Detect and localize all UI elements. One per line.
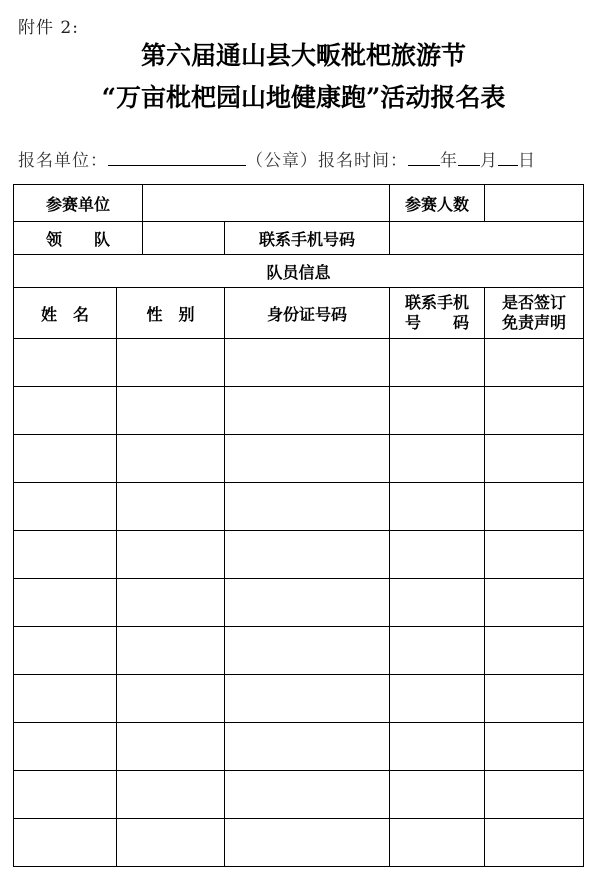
name-cell[interactable] (14, 387, 117, 435)
month-label: 月 (480, 151, 498, 171)
gender-cell[interactable] (117, 483, 225, 531)
column-header-id-number: 身份证号码 (225, 288, 390, 339)
waiver-cell[interactable] (485, 339, 584, 387)
phone-cell[interactable] (390, 339, 485, 387)
gender-cell[interactable] (117, 723, 225, 771)
table-row (14, 531, 584, 579)
column-header-waiver-line1: 是否签订 (502, 293, 567, 312)
registration-table (13, 184, 584, 867)
leader-phone-label: 联系手机号码 (225, 222, 390, 255)
participating-unit-label: 参赛单位 (14, 185, 143, 222)
table-row (14, 435, 584, 483)
waiver-cell[interactable] (485, 579, 584, 627)
name-cell[interactable] (14, 339, 117, 387)
phone-cell[interactable] (390, 531, 485, 579)
leader-phone-cell[interactable] (390, 222, 584, 255)
page-title-line1: 第六届通山县大畈枇杷旅游节 (140, 41, 466, 70)
gender-cell[interactable] (117, 627, 225, 675)
year-label: 年 (440, 151, 458, 171)
phone-cell[interactable] (390, 435, 485, 483)
table-row (14, 483, 584, 531)
day-label: 日 (518, 151, 536, 171)
table-row (14, 627, 584, 675)
waiver-cell[interactable] (485, 819, 584, 867)
table-row (14, 675, 584, 723)
gender-cell[interactable] (117, 387, 225, 435)
id-number-cell[interactable] (225, 723, 390, 771)
participant-count-cell[interactable] (485, 185, 584, 222)
table-row (14, 579, 584, 627)
id-number-cell[interactable] (225, 675, 390, 723)
name-cell[interactable] (14, 435, 117, 483)
waiver-cell[interactable] (485, 627, 584, 675)
team-leader-cell[interactable] (143, 222, 225, 255)
table-row (14, 723, 584, 771)
waiver-cell[interactable] (485, 531, 584, 579)
phone-cell[interactable] (390, 675, 485, 723)
gender-cell[interactable] (117, 531, 225, 579)
name-cell[interactable] (14, 675, 117, 723)
waiver-cell[interactable] (485, 483, 584, 531)
id-number-cell[interactable] (225, 483, 390, 531)
table-row (14, 387, 584, 435)
phone-cell[interactable] (390, 387, 485, 435)
name-cell[interactable] (14, 483, 117, 531)
id-number-cell[interactable] (225, 819, 390, 867)
participating-unit-cell[interactable] (143, 185, 390, 222)
unit-label: 报名单位： (18, 151, 108, 171)
unit-blank-field[interactable] (108, 147, 246, 166)
phone-cell[interactable] (390, 771, 485, 819)
name-cell[interactable] (14, 627, 117, 675)
name-cell[interactable] (14, 531, 117, 579)
waiver-cell[interactable] (485, 723, 584, 771)
id-number-cell[interactable] (225, 387, 390, 435)
name-cell[interactable] (14, 723, 117, 771)
gender-cell[interactable] (117, 819, 225, 867)
column-header-waiver (485, 288, 584, 339)
table-row (14, 771, 584, 819)
stamp-label: （公章） (246, 151, 318, 171)
phone-cell[interactable] (390, 723, 485, 771)
attachment-label: 附件 2: (18, 18, 79, 38)
column-header-gender: 性 别 (117, 288, 225, 339)
page-title-line2: “万亩枇杷园山地健康跑”活动报名表 (101, 83, 506, 112)
day-blank-field[interactable] (498, 147, 518, 166)
column-header-phone (390, 288, 485, 339)
team-leader-label: 领 队 (14, 222, 143, 255)
id-number-cell[interactable] (225, 771, 390, 819)
column-header-name: 姓 名 (14, 288, 117, 339)
time-label: 报名时间： (318, 151, 408, 171)
phone-cell[interactable] (390, 627, 485, 675)
table-row (14, 339, 584, 387)
gender-cell[interactable] (117, 339, 225, 387)
waiver-cell[interactable] (485, 387, 584, 435)
id-number-cell[interactable] (225, 531, 390, 579)
gender-cell[interactable] (117, 675, 225, 723)
gender-cell[interactable] (117, 435, 225, 483)
id-number-cell[interactable] (225, 627, 390, 675)
column-header-waiver-line2: 免责声明 (502, 313, 567, 332)
gender-cell[interactable] (117, 771, 225, 819)
id-number-cell[interactable] (225, 579, 390, 627)
phone-cell[interactable] (390, 483, 485, 531)
waiver-cell[interactable] (485, 771, 584, 819)
month-blank-field[interactable] (458, 147, 480, 166)
name-cell[interactable] (14, 771, 117, 819)
registration-line (18, 146, 536, 171)
participant-count-label: 参赛人数 (390, 185, 485, 222)
id-number-cell[interactable] (225, 339, 390, 387)
phone-cell[interactable] (390, 579, 485, 627)
column-header-phone-line2: 号 码 (405, 313, 470, 332)
waiver-cell[interactable] (485, 675, 584, 723)
gender-cell[interactable] (117, 579, 225, 627)
column-header-phone-line1: 联系手机 (405, 293, 470, 312)
name-cell[interactable] (14, 819, 117, 867)
team-info-header: 队员信息 (14, 255, 584, 288)
name-cell[interactable] (14, 579, 117, 627)
member-rows (14, 339, 584, 867)
waiver-cell[interactable] (485, 435, 584, 483)
year-blank-field[interactable] (408, 147, 440, 166)
phone-cell[interactable] (390, 819, 485, 867)
table-row (14, 819, 584, 867)
id-number-cell[interactable] (225, 435, 390, 483)
